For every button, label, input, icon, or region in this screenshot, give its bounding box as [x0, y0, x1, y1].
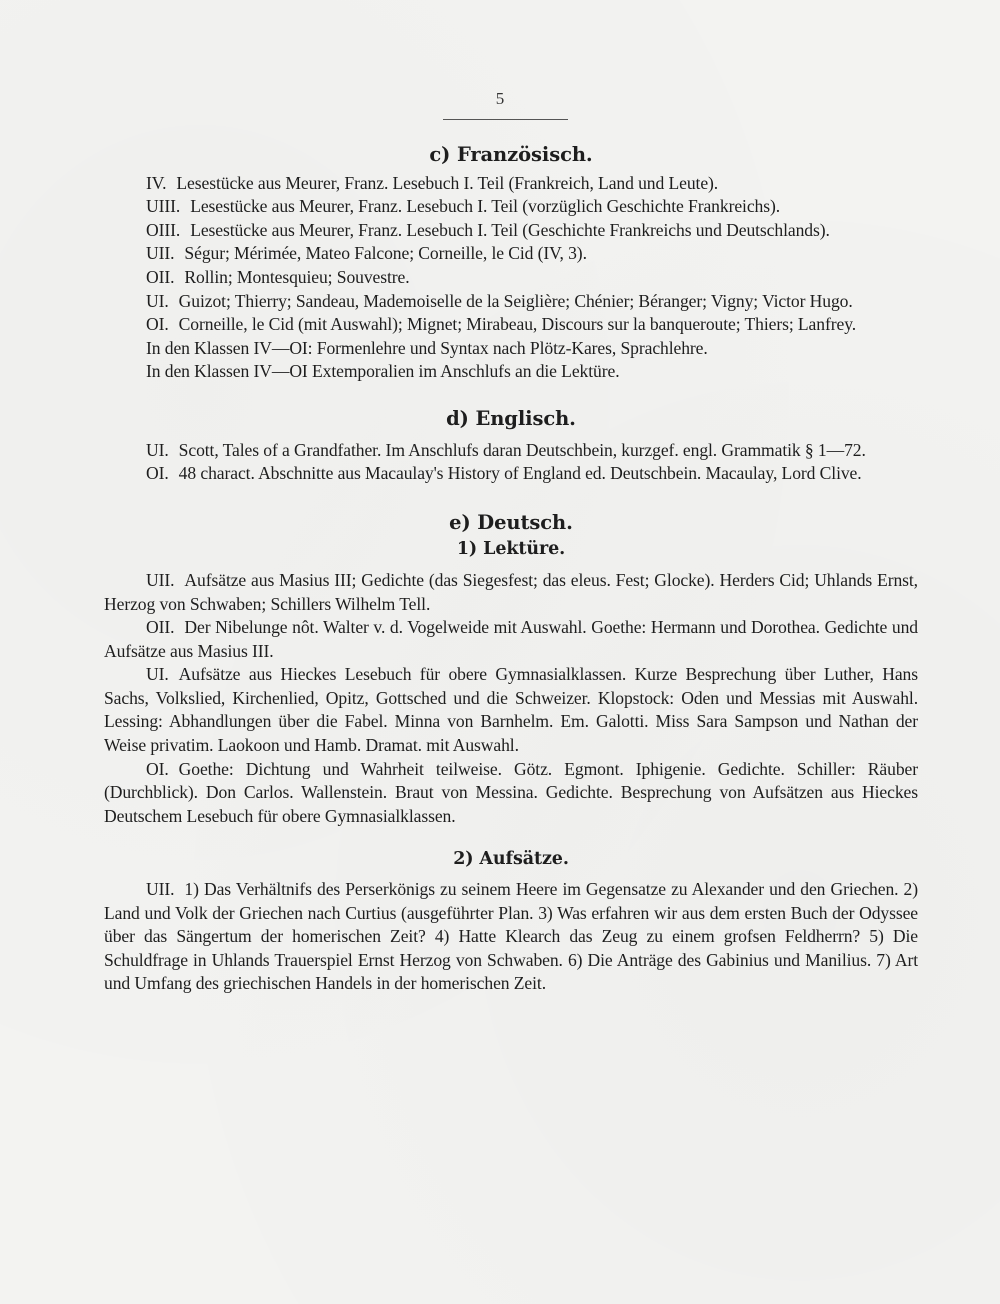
entry-fr-iv [104, 172, 918, 196]
class-label: UII. [146, 879, 175, 900]
class-label: OI. [146, 463, 169, 484]
class-label: UI. [146, 664, 169, 685]
section-heading-englisch: d) Englisch. [446, 406, 576, 430]
entry-text: Der Nibelunge nôt. Walter v. d. Vogelweide mit Auswahl. Goethe: Hermann und Dorothea. Gedichte und Aufsätze aus Masius III. [104, 617, 918, 661]
class-label: UIII. [146, 196, 181, 217]
class-label: OI. [146, 758, 169, 779]
entry-text: Aufsätze aus Masius III; Gedichte (das Siegesfest; das eleus. Fest; Glocke). Herders Cid; Uhlands Ernst, Herzog von Schwaben; Schillers Wilhelm Tell. [104, 569, 918, 614]
entry-fr-ui [104, 290, 918, 314]
class-label: OI. [146, 314, 169, 335]
entry-text: Goethe: Dichtung und Wahrheit teilweise. Götz. Egmont. Iphigenie. Gedichte. Schiller: Räuber (Durchblick). Don Carlos. Wallenstein. Braut von Messina. Gedichte. Besprechung von Aufsätzen aus Hieckes Deutschem Lesebuch für obere Gymnasialklassen. [104, 758, 918, 826]
note-text: In den Klassen IV—OI: Formenlehre und Syntax nach Plötz-Kares, Sprachlehre. [146, 337, 708, 358]
entry-text: Lesestücke aus Meurer, Franz. Lesebuch I. Teil (Frankreich, Land und Leute). [176, 172, 719, 193]
section-heading-franzoesisch: c) Französisch. [429, 143, 593, 166]
entry-text: Rollin; Montesquieu; Souvestre. [184, 266, 410, 287]
section-franzoesisch [104, 143, 918, 384]
entry-de-oii [104, 616, 918, 663]
entry-fr-oii [104, 266, 918, 290]
class-label: UI. [146, 290, 169, 311]
entry-text: Ségur; Mérimée, Mateo Falcone; Corneille, le Cid (IV, 3). [184, 243, 587, 264]
class-label: OII. [146, 617, 175, 638]
section-deutsch [104, 511, 918, 996]
class-label: OII. [146, 266, 175, 287]
entry-de-ui [104, 663, 918, 757]
class-label: UII. [146, 569, 175, 590]
entry-fr-oi [104, 313, 918, 337]
entry-en-oi [104, 462, 918, 486]
entry-fr-uiii [104, 195, 918, 219]
class-label: IV. [146, 172, 167, 193]
entry-text: 48 charact. Abschnitte aus Macaulay's History of England ed. Deutschbein. Macaulay, Lord Clive. [178, 463, 862, 484]
entry-fr-oiii [104, 219, 918, 243]
entry-de-uii [104, 569, 918, 616]
subheading-lektuere: 1) Lektüre. [456, 539, 566, 560]
section-englisch [104, 407, 918, 486]
entry-aufsatz-uii [104, 878, 918, 996]
header-rule [443, 119, 568, 120]
entry-de-oi [104, 758, 918, 829]
note-text: In den Klassen IV—OI Extemporalien im Anschlufs an die Lektüre. [146, 361, 620, 382]
section-heading-deutsch: e) Deutsch. [449, 510, 573, 534]
class-label: OIII. [146, 219, 181, 240]
entry-text: 1) Das Verhältnifs des Perserkönigs zu seinem Heere im Gegensatze zu Alexander und den Griechen. 2) Land und Volk der Griechen nach Curtius (ausgeführter Plan. 3) Was erfahren wir aus dem ersten Buch der Odyssee über das Sängertum der homerischen Zeit? 4) Hatte Klearch das Zeug zu einem grofsen Feldherrn? 5) Die Schuldfrage in Uhlands Trauerspiel Ernst Herzog von Schwaben. 6) Die Anträge des Gabinius und Manilius. 7) Art und Umfang des griechischen Handels in der homerischen Zeit. [104, 879, 918, 994]
class-label: UI. [146, 439, 169, 460]
entry-en-ui [104, 439, 918, 463]
note-extemporalien [104, 360, 918, 384]
page-number: 5 [495, 89, 505, 108]
entry-text: Aufsätze aus Hieckes Lesebuch für obere Gymnasialklassen. Kurze Besprechung über Luther, Hans Sachs, Volkslied, Kirchenlied, Opitz, Gottsched und die Schweizer. Klopstock: Oden und Messias mit Auswahl. Lessing: Abhandlungen über die Fabel. Minna von Barnhelm. Em. Galotti. Miss Sara Sampson und Nathan der Weise privatim. Laokoon und Hamb. Dramat. mit Auswahl. [104, 664, 918, 756]
page-body [104, 140, 918, 996]
entry-text: Scott, Tales of a Grandfather. Im Anschlufs daran Deutschbein, kurzgef. engl. Grammatik § 1—72. [178, 439, 866, 460]
entry-fr-uii [104, 242, 918, 266]
entry-text: Lesestücke aus Meurer, Franz. Lesebuch I. Teil (vorzüglich Geschichte Frankreichs). [190, 196, 781, 217]
class-label: UII. [146, 243, 175, 264]
entry-text: Lesestücke aus Meurer, Franz. Lesebuch I. Teil (Geschichte Frankreichs und Deutschlands). [190, 219, 830, 240]
entry-text: Corneille, le Cid (mit Auswahl); Mignet; Mirabeau, Discours sur la banqueroute; Thiers; Lanfrey. [178, 314, 857, 335]
entry-text: Guizot; Thierry; Sandeau, Mademoiselle de la Seiglière; Chénier; Béranger; Vigny; Victor Hugo. [178, 290, 853, 311]
note-grammar [104, 337, 918, 361]
subheading-aufsaetze: 2) Aufsätze. [453, 849, 569, 870]
